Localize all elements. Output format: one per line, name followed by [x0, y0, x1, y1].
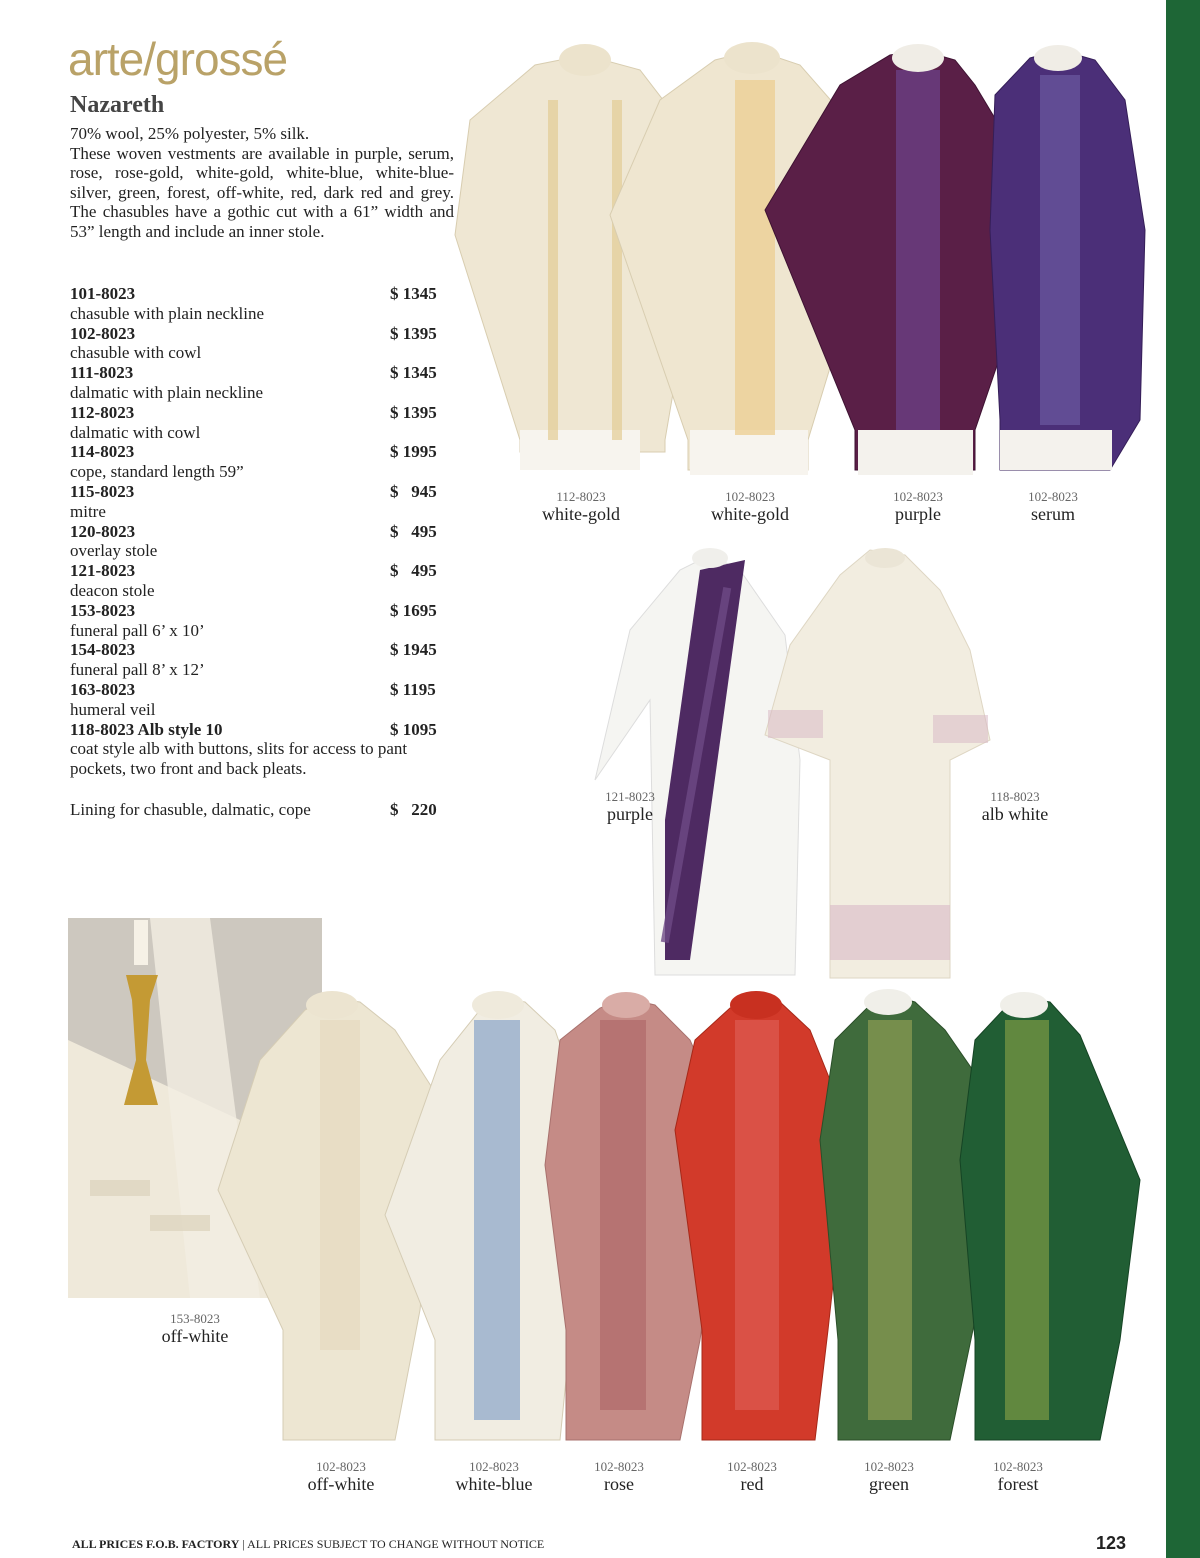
item-code: 163-8023 [70, 679, 136, 699]
item-price: $ 1195 [390, 679, 436, 699]
caption-code: 102-8023 [993, 1459, 1043, 1474]
item-price: $ 1345 [390, 284, 437, 303]
chasuble-forest-photo [960, 992, 1140, 1440]
caption [945, 790, 1085, 824]
caption [948, 1460, 1088, 1494]
page-number: 123 [1096, 1533, 1127, 1553]
caption [125, 1312, 265, 1346]
item-description: overlay stole [70, 541, 158, 561]
item-description: deacon stole [70, 580, 155, 600]
caption-color: serum [1031, 504, 1075, 524]
item-code: 112-8023 [70, 402, 135, 422]
item-code: 120-8023 [70, 521, 136, 541]
caption-color: white-gold [711, 504, 789, 524]
lining-label: Lining for chasuble, dalmatic, cope [70, 800, 311, 819]
item-description: mitre [70, 501, 106, 521]
caption-color: off-white [161, 1326, 229, 1346]
caption-code: 102-8023 [864, 1459, 914, 1474]
item-description: dalmatic with plain neckline [70, 382, 264, 402]
caption-color: off-white [307, 1474, 375, 1494]
item-description: cope, standard length 59” [70, 462, 244, 482]
item-price: $ 1945 [390, 640, 437, 660]
caption-color: red [740, 1474, 764, 1494]
description-text: These woven vestments are available in purple, serum, rose, rose-gold, white-gold, white-blue, white-blue-silver, green, forest, off-white, red, dark red and grey. The chasubles have a gothic cut with a 61” width and 53” length and include an inner stole. [70, 143, 454, 241]
item-price: $ 1345 [390, 363, 437, 383]
chasuble-serum-photo [990, 45, 1145, 470]
item-description: chasuble with cowl [70, 343, 202, 363]
caption-code: 102-8023 [893, 489, 943, 504]
item-code: 111-8023 [70, 363, 134, 383]
caption [424, 1460, 564, 1494]
item-description: chasuble with plain neckline [70, 303, 265, 323]
caption-code: 102-8023 [1028, 489, 1078, 504]
caption-code: 102-8023 [469, 1459, 519, 1474]
item-code: 115-8023 [70, 481, 135, 501]
item-price: $ 495 [390, 561, 437, 581]
item-price: $ 1695 [390, 600, 437, 620]
caption-color: purple [895, 504, 941, 524]
item-description: funeral pall 8’ x 12’ [70, 660, 205, 680]
caption [511, 490, 651, 524]
item-description: dalmatic with cowl [70, 422, 201, 442]
item-price: $ 1395 [390, 402, 437, 422]
item-price: $ 1995 [390, 442, 437, 462]
item-price: $ 945 [390, 481, 437, 501]
item-price: $ 495 [390, 521, 437, 541]
caption-code: 102-8023 [725, 489, 775, 504]
footer [72, 1537, 544, 1552]
item-code: 118-8023 Alb style 10 [70, 719, 223, 739]
caption [848, 490, 988, 524]
item-description: humeral veil [70, 699, 156, 719]
footer-separator: | [242, 1537, 245, 1551]
brand-logo: arte/grossé [68, 33, 288, 85]
caption-color: white-gold [542, 504, 620, 524]
item-description: coat style alb with buttons, slits for access to pant pockets, two front and back pleats. [70, 739, 408, 779]
caption [983, 490, 1123, 524]
chasuble-red-photo [675, 991, 850, 1440]
caption-code: 121-8023 [605, 789, 655, 804]
caption [560, 790, 700, 824]
item-code: 153-8023 [70, 600, 136, 620]
alb-with-deacon-stole-photo [595, 548, 800, 975]
caption [680, 490, 820, 524]
product-title: Nazareth [70, 92, 165, 118]
caption-color: white-blue [455, 1474, 533, 1494]
caption [819, 1460, 959, 1494]
item-code: 101-8023 [70, 284, 136, 303]
item-code: 114-8023 [70, 442, 135, 462]
item-price: $ 1095 [390, 719, 437, 739]
page-edge-color-bar [1166, 0, 1200, 1558]
material-text: 70% wool, 25% polyester, 5% silk. [70, 124, 310, 143]
caption-code: 118-8023 [990, 789, 1040, 804]
caption-code: 102-8023 [316, 1459, 366, 1474]
caption-code: 153-8023 [170, 1311, 220, 1326]
caption [682, 1460, 822, 1494]
footer-change-notice: ALL PRICES SUBJECT TO CHANGE WITHOUT NOTICE [247, 1537, 545, 1551]
caption-code: 112-8023 [556, 489, 606, 504]
item-code: 102-8023 [70, 323, 136, 343]
caption-color: green [869, 1474, 909, 1494]
item-description: funeral pall 6’ x 10’ [70, 620, 205, 640]
caption-color: purple [607, 804, 653, 824]
footer-fob-note: ALL PRICES F.O.B. FACTORY [72, 1537, 240, 1551]
item-code: 121-8023 [70, 561, 136, 581]
caption [271, 1460, 411, 1494]
caption-color: alb white [981, 804, 1049, 824]
caption-code: 102-8023 [594, 1459, 644, 1474]
item-price: $ 1395 [390, 323, 437, 343]
caption-color: rose [604, 1474, 634, 1494]
lining-price-value: $ 220 [390, 800, 437, 819]
caption-color: forest [997, 1474, 1039, 1494]
caption-code: 102-8023 [727, 1459, 777, 1474]
item-code: 154-8023 [70, 640, 136, 660]
caption [549, 1460, 689, 1494]
